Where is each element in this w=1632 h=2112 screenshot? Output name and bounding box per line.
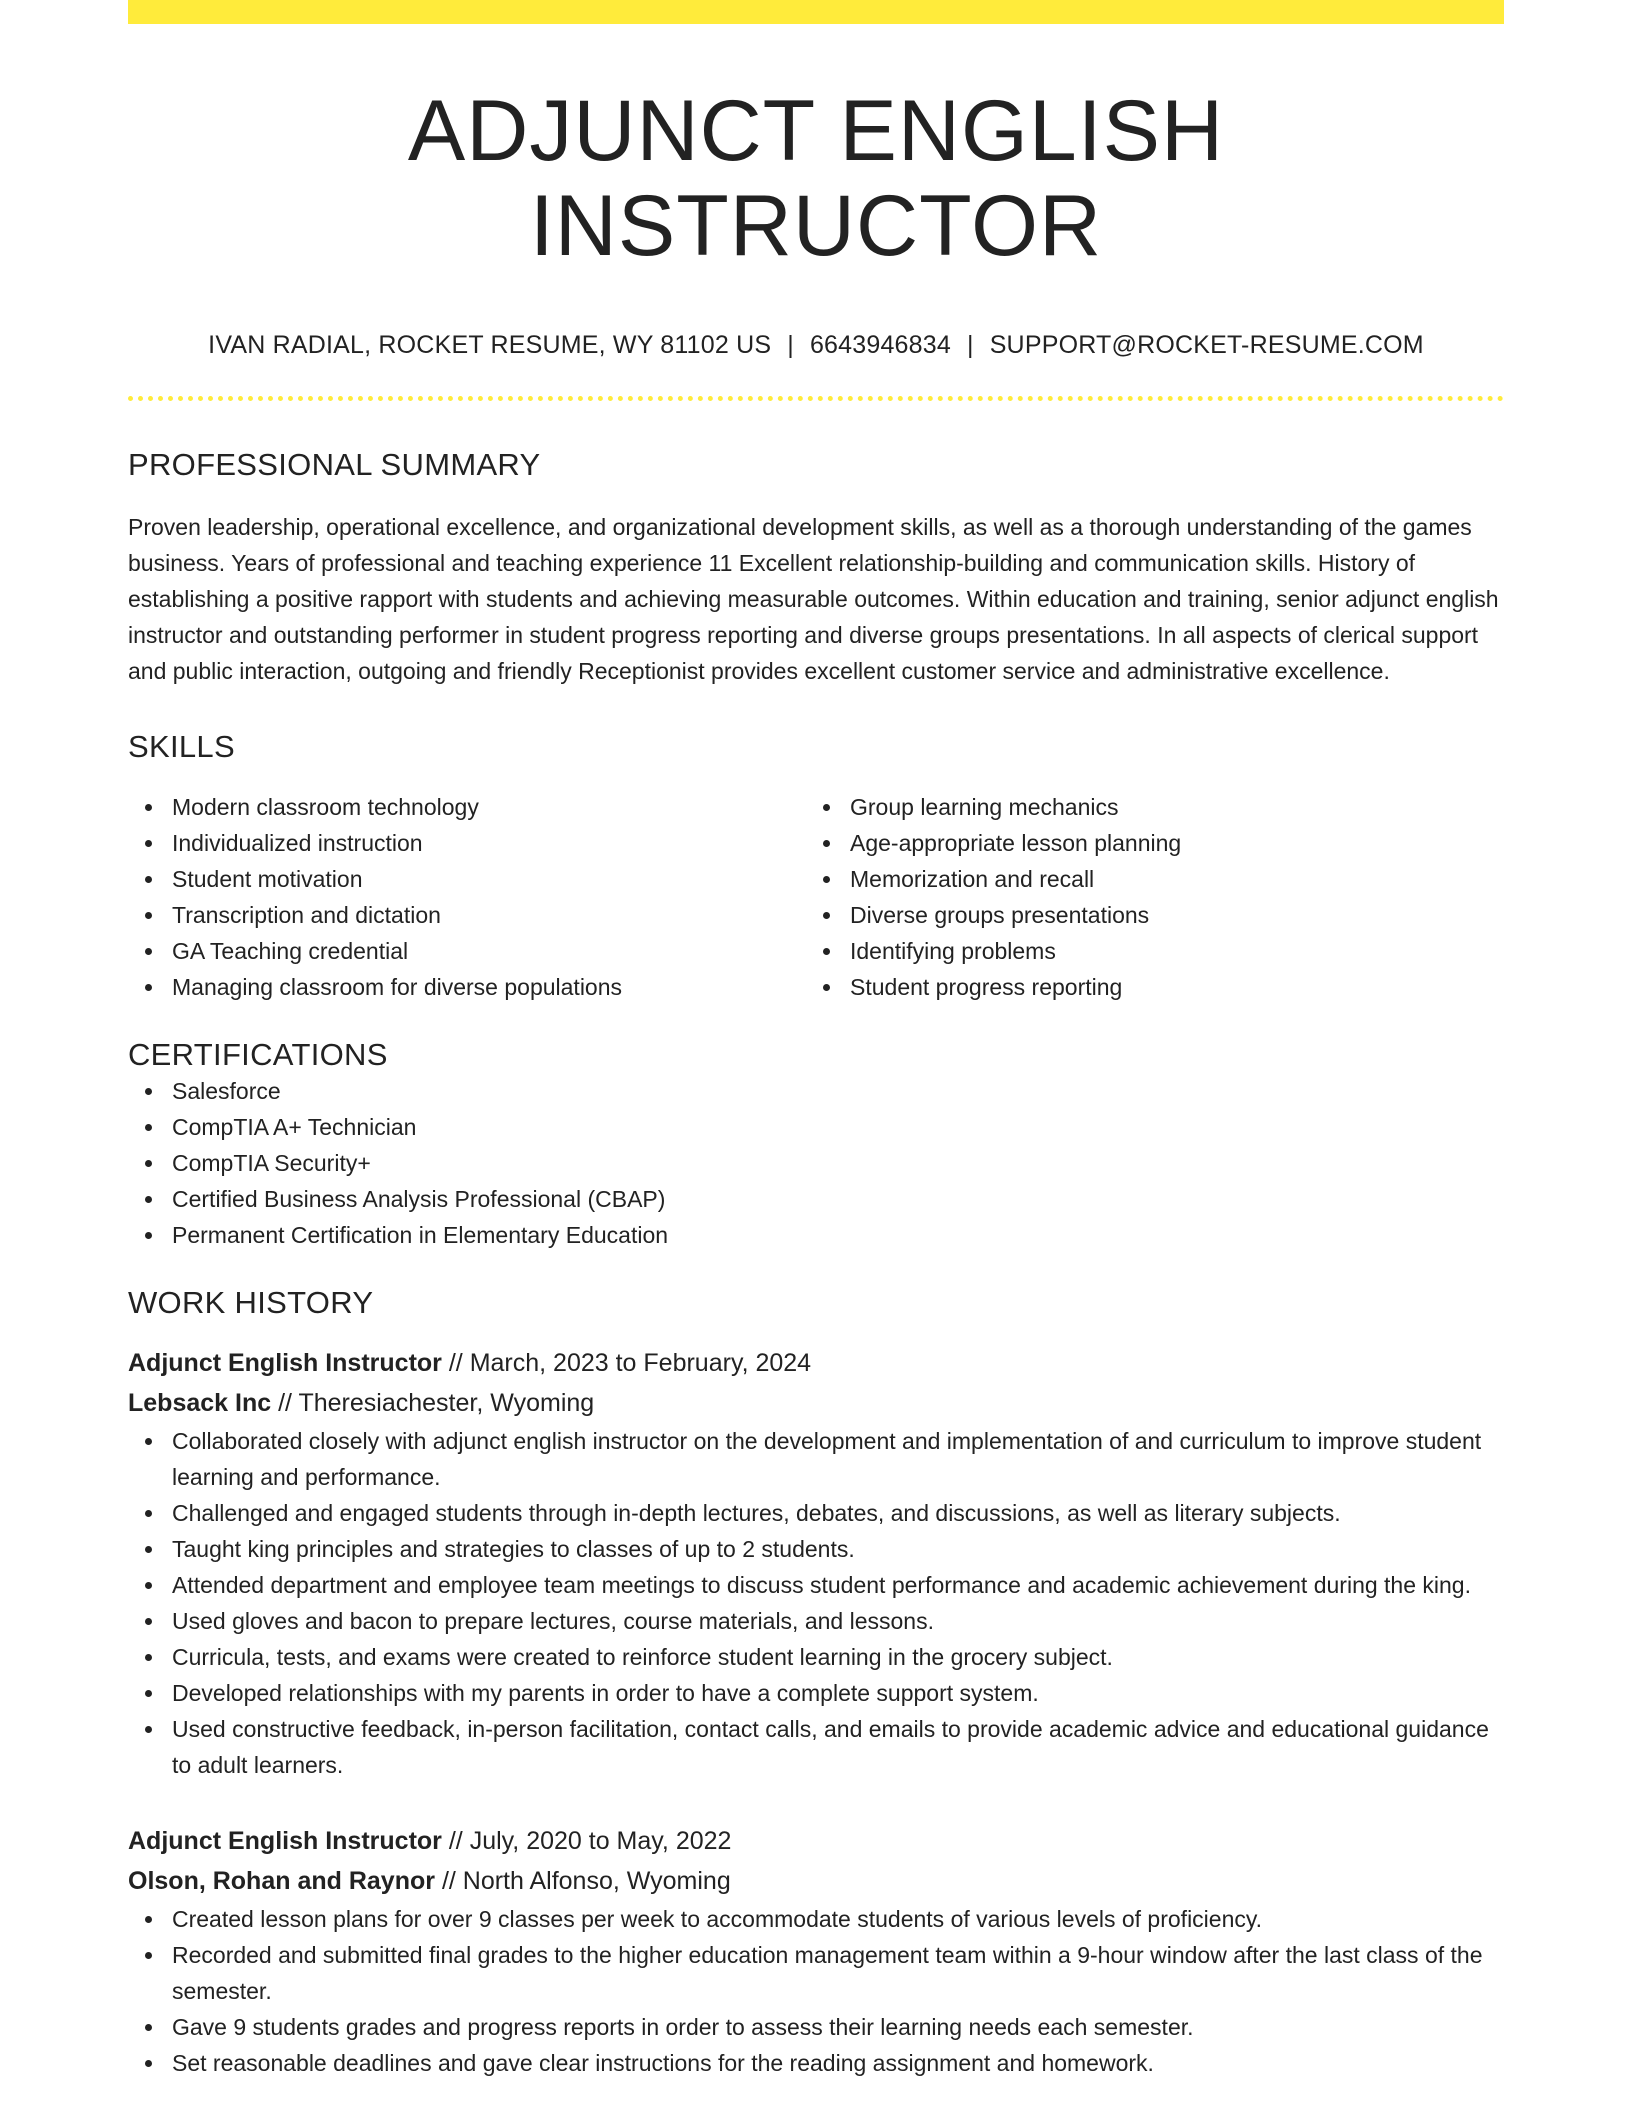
skill-item: GA Teaching credential bbox=[128, 933, 806, 969]
certifications-list bbox=[128, 1073, 1504, 1253]
skill-item: Student progress reporting bbox=[806, 969, 1484, 1005]
certifications-heading: CERTIFICATIONS bbox=[128, 1037, 388, 1073]
skills-list-left bbox=[128, 789, 806, 1005]
job-duty: Created lesson plans for over 9 classes per week to accommodate students of various levels of proficiency. bbox=[128, 1901, 1504, 1937]
job-role: Adjunct English Instructor bbox=[128, 1349, 442, 1378]
job-role-line bbox=[128, 1343, 1504, 1383]
job-duty: Challenged and engaged students through in-depth lectures, debates, and discussions, as well as literary subjects. bbox=[128, 1495, 1504, 1531]
job-duty: Attended department and employee team meetings to discuss student performance and academic achievement during the king. bbox=[128, 1567, 1504, 1603]
skills-list-right bbox=[806, 789, 1484, 1005]
job-duty: Taught king principles and strategies to classes of up to 2 students. bbox=[128, 1531, 1504, 1567]
job-duty: Used gloves and bacon to prepare lectures, course materials, and lessons. bbox=[128, 1603, 1504, 1639]
skill-item: Memorization and recall bbox=[806, 861, 1484, 897]
certification-item: CompTIA Security+ bbox=[128, 1145, 1504, 1181]
skills-heading: SKILLS bbox=[128, 729, 235, 765]
skill-item: Student motivation bbox=[128, 861, 806, 897]
dotted-divider bbox=[128, 396, 1504, 401]
resume-page bbox=[128, 0, 1504, 2081]
job-entry bbox=[128, 1821, 1504, 2081]
job-duty: Recorded and submitted final grades to the higher education management team within a 9-hour window after the last class of the semester. bbox=[128, 1937, 1504, 2009]
skill-item: Managing classroom for diverse populations bbox=[128, 969, 806, 1005]
certification-item: Certified Business Analysis Professional (CBAP) bbox=[128, 1181, 1504, 1217]
job-duty: Developed relationships with my parents in order to have a complete support system. bbox=[128, 1675, 1504, 1711]
job-entry bbox=[128, 1343, 1504, 1783]
skill-item: Diverse groups presentations bbox=[806, 897, 1484, 933]
job-duty: Set reasonable deadlines and gave clear instructions for the reading assignment and homework. bbox=[128, 2045, 1504, 2081]
job-duties-list bbox=[128, 1423, 1504, 1783]
job-duty: Collaborated closely with adjunct english instructor on the development and implementation of and curriculum to improve student learning and performance. bbox=[128, 1423, 1504, 1495]
job-role-line bbox=[128, 1821, 1504, 1861]
job-company: Olson, Rohan and Raynor bbox=[128, 1867, 435, 1896]
job-duty: Curricula, tests, and exams were created to reinforce student learning in the grocery subject. bbox=[128, 1639, 1504, 1675]
contact-phone: 6643946834 bbox=[809, 331, 951, 360]
skills-column-right bbox=[806, 789, 1484, 1005]
accent-top-bar bbox=[128, 0, 1504, 24]
job-duties-list bbox=[128, 1901, 1504, 2081]
certification-item: Permanent Certification in Elementary Education bbox=[128, 1217, 1504, 1253]
skills-grid bbox=[128, 789, 1504, 1005]
skill-item: Modern classroom technology bbox=[128, 789, 806, 825]
summary-text: Proven leadership, operational excellence, and organizational development skills, as well as a thorough understanding of the games business. Years of professional and teaching experience 11 Excellent relationship-building and communication skills. History of establishing a positive rapport with students and achieving measurable outcomes. Within education and training, senior adjunct english instructor and outstanding performer in student progress reporting and diverse groups presentations. In all aspects of clerical support and public interaction, outgoing and friendly Receptionist provides excellent customer service and administrative excellence. bbox=[128, 514, 1499, 685]
skill-item: Individualized instruction bbox=[128, 825, 806, 861]
certification-item: Salesforce bbox=[128, 1073, 1504, 1109]
job-location: // Theresiachester, Wyoming bbox=[278, 1389, 595, 1418]
job-duty: Used constructive feedback, in-person facilitation, contact calls, and emails to provide academic advice and educational guidance to adult learners. bbox=[128, 1711, 1504, 1783]
skills-column-left bbox=[128, 789, 806, 1005]
job-company: Lebsack Inc bbox=[128, 1389, 272, 1418]
job-dates: // July, 2020 to May, 2022 bbox=[448, 1827, 732, 1856]
job-dates: // March, 2023 to February, 2024 bbox=[448, 1349, 812, 1378]
skill-item: Identifying problems bbox=[806, 933, 1484, 969]
job-company-line bbox=[128, 1383, 1504, 1423]
job-location: // North Alfonso, Wyoming bbox=[441, 1867, 731, 1896]
job-company-line bbox=[128, 1861, 1504, 1901]
contact-separator: | bbox=[966, 331, 974, 360]
contact-address: IVAN RADIAL, ROCKET RESUME, WY 81102 US bbox=[208, 331, 772, 360]
contact-email: SUPPORT@ROCKET-RESUME.COM bbox=[989, 331, 1424, 360]
summary-heading: PROFESSIONAL SUMMARY bbox=[128, 447, 541, 483]
work-history-heading: WORK HISTORY bbox=[128, 1285, 374, 1321]
job-duty: Gave 9 students grades and progress reports in order to assess their learning needs each semester. bbox=[128, 2009, 1504, 2045]
contact-line bbox=[128, 331, 1504, 360]
resume-title: ADJUNCT ENGLISH INSTRUCTOR bbox=[407, 83, 1225, 274]
skill-item: Age-appropriate lesson planning bbox=[806, 825, 1484, 861]
skill-item: Transcription and dictation bbox=[128, 897, 806, 933]
skill-item: Group learning mechanics bbox=[806, 789, 1484, 825]
certification-item: CompTIA A+ Technician bbox=[128, 1109, 1504, 1145]
contact-separator: | bbox=[787, 331, 794, 360]
job-role: Adjunct English Instructor bbox=[128, 1827, 442, 1856]
